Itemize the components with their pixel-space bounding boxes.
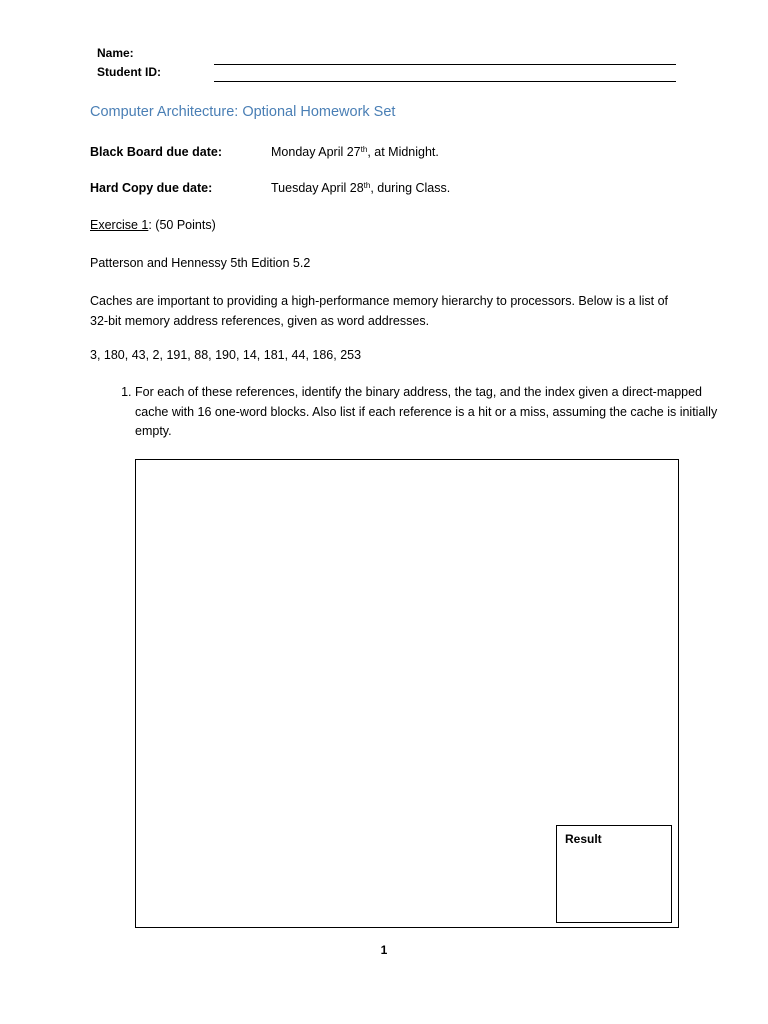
hardcopy-due-value: Tuesday April 28th, during Class.: [271, 181, 451, 195]
name-field-line[interactable]: [214, 64, 676, 65]
blackboard-due-label: Black Board due date:: [90, 145, 222, 159]
name-label: Name:: [97, 46, 134, 60]
blackboard-due-value: Monday April 27th, at Midnight.: [271, 145, 439, 159]
exercise-source: Patterson and Hennessy 5th Edition 5.2: [90, 256, 311, 270]
exercise-points: : (50 Points): [148, 218, 216, 232]
page-title: Computer Architecture: Optional Homework Set: [90, 104, 396, 120]
page-number: 1: [380, 943, 388, 957]
hardcopy-due-label: Hard Copy due date:: [90, 181, 213, 195]
question-list: [90, 383, 727, 442]
student-id-field-line[interactable]: [214, 81, 676, 82]
address-references: 3, 180, 43, 2, 191, 88, 190, 14, 181, 44, 186, 253: [90, 348, 362, 362]
result-label: Result: [565, 832, 602, 846]
exercise-intro: Caches are important to providing a high-performance memory hierarchy to processors. Below is a list of 32-bit memory address references, given as word addresses.: [90, 294, 669, 328]
exercise-heading: [90, 218, 216, 232]
result-box[interactable]: [556, 825, 672, 923]
student-id-label: Student ID:: [97, 65, 161, 79]
question-1: 1. For each of these references, identify the binary address, the tag, and the index given a direct-mapped cache with 16 one-word blocks. Also list if each reference is a hit or a miss, assuming the cache is initially empty.: [135, 383, 727, 442]
exercise-label: Exercise 1: [90, 218, 149, 232]
